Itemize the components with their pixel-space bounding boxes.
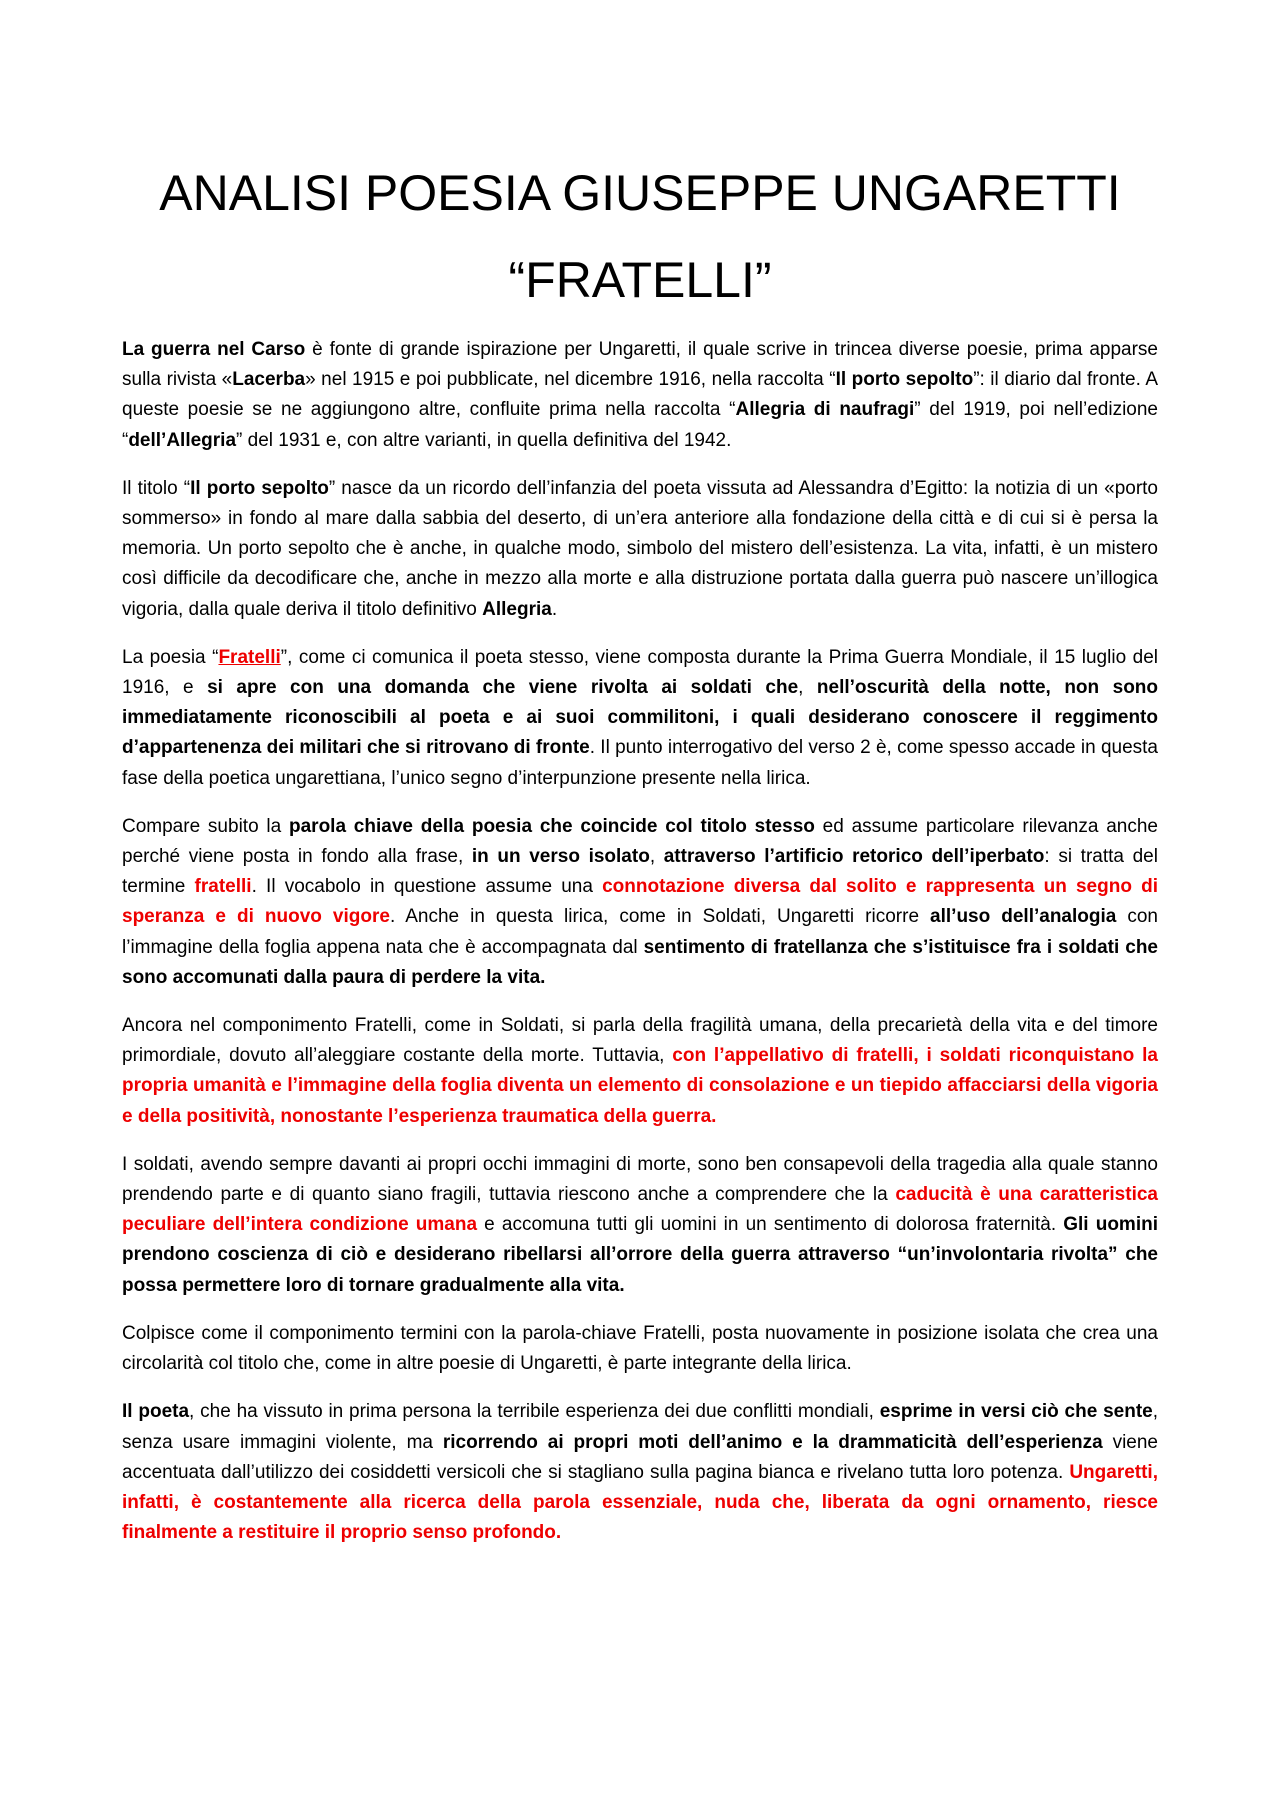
bold-text: La guerra nel Carso bbox=[122, 339, 306, 360]
highlighted-text: con l’appellativo di fratelli, i soldati riconquistano la propria umanità e l’immagine della foglia diventa un elemento di consolazione e un tiepido affacciarsi della vigoria e della positività, nonostante l’esperienza traumatica della guerra. bbox=[122, 1045, 1158, 1127]
highlighted-text: caducità è una caratteristica peculiare dell’intera condizione umana bbox=[122, 1184, 1158, 1236]
paragraph bbox=[122, 335, 1158, 456]
text-run: Colpisce come il componimento termini con la parola-chiave Fratelli, posta nuovamente in posizione isolata che crea una circolarità col titolo che, come in altre poesie di Ungaretti, è parte integrante della lirica. bbox=[122, 1322, 1158, 1375]
bold-text: esprime in versi ciò che sente bbox=[879, 1401, 1153, 1423]
text-run: Compare subito la bbox=[122, 815, 289, 837]
bold-text: all’uso dell’analogia bbox=[930, 906, 1117, 928]
highlighted-text: Fratelli bbox=[218, 646, 281, 668]
text-run: ” nasce da un ricordo dell’infanzia del poeta vissuta ad Alessandra d’Egitto: la notizia di un «porto sommerso» in fondo al mare dalla sabbia del deserto, di un’era anteriore alla fondazione della città e di cui si è persa la memoria. Un porto sepolto che è anche, in qualche modo, simbolo del mistero dell’esistenza. La vita, infatti, è un mistero così difficile da decodificare che, anche in mezzo alla morte e alla distruzione portata dalla guerra può nascere un’illogica vigoria, dalla quale deriva il titolo definitivo bbox=[122, 477, 1158, 620]
bold-text: parola chiave della poesia che coincide col titolo stesso bbox=[289, 815, 815, 837]
text-run: . Il punto interrogativo del verso 2 è, come spesso accade in questa fase della poetica ungarettiana, l’unico segno d’interpunzione presente nella lirica. bbox=[122, 737, 1158, 789]
bold-text: dell’Allegria bbox=[128, 429, 237, 451]
paragraph bbox=[122, 1319, 1158, 1379]
text-run: . bbox=[551, 598, 558, 620]
bold-text: Lacerba bbox=[232, 369, 306, 391]
bold-text: si apre con una domanda che viene rivolta ai soldati che bbox=[207, 677, 799, 699]
text-run: con l’immagine della foglia appena nata che è accompagnata dal bbox=[122, 906, 1159, 958]
text-run: » nel 1915 e poi pubblicate, nel dicembre 1916, nella raccolta “ bbox=[305, 369, 836, 391]
text-run: , bbox=[798, 677, 817, 699]
text-run: . Anche in questa lirica, come in Soldati, Ungaretti ricorre bbox=[389, 906, 931, 928]
text-run: . Il vocabolo in questione assume una bbox=[251, 876, 603, 898]
paragraph bbox=[122, 1011, 1158, 1132]
bold-text: ricorrendo ai propri moti dell’animo e la drammaticità dell’esperienza bbox=[442, 1431, 1103, 1453]
text-run: è fonte di grande ispirazione per Ungaretti, il quale scrive in trincea diverse poesie, prima apparse sulla rivista « bbox=[122, 339, 1158, 391]
paragraph bbox=[122, 1397, 1158, 1548]
paragraph bbox=[122, 1150, 1158, 1301]
text-run: , che ha vissuto in prima persona la terribile esperienza dei due conflitti mondiali, bbox=[189, 1401, 880, 1423]
text-run: Ancora nel componimento Fratelli, come in Soldati, si parla della fragilità umana, della precarietà della vita e del timore primordiale, dovuto all’aleggiare costante della morte. Tuttavia, bbox=[122, 1015, 1158, 1067]
bold-text: attraverso l’artificio retorico dell’iperbato bbox=[663, 846, 1045, 868]
highlighted-text: Ungaretti, infatti, è costantemente alla ricerca della parola essenziale, nuda che, liberata da ogni ornamento, riesce finalmente a restituire il proprio senso profondo. bbox=[122, 1461, 1158, 1544]
highlighted-text: connotazione diversa dal solito e rappresenta un segno di speranza e di nuovo vigore bbox=[122, 876, 1158, 928]
bold-text: sentimento di fratellanza che s’istituisce fra i soldati che sono accomunati dalla paura di perdere la vita. bbox=[122, 936, 1158, 988]
text-run: ed assume particolare rilevanza anche perché viene posta in fondo alla frase, bbox=[122, 815, 1158, 868]
paragraph bbox=[122, 474, 1158, 625]
text-run: I soldati, avendo sempre davanti ai propri occhi immagini di morte, sono ben consapevoli della tragedia alla quale stanno prendendo parte e di quanto siano fragili, tuttavia riescono anche a comprendere che la bbox=[122, 1153, 1158, 1206]
bold-text: Allegria bbox=[482, 598, 552, 620]
text-run: ” del 1919, poi nell’edizione “ bbox=[122, 399, 1158, 451]
bold-text: Allegria di naufragi bbox=[735, 399, 915, 421]
text-run: e accomuna tutti gli uomini in un sentimento di dolorosa fraternità. bbox=[477, 1214, 1064, 1236]
document-body bbox=[122, 335, 1158, 1566]
text-run: Il titolo “ bbox=[122, 477, 191, 499]
poem-title: “FRATELLI” bbox=[508, 252, 772, 308]
bold-text: Il porto sepolto bbox=[835, 369, 974, 391]
paragraph bbox=[122, 643, 1158, 794]
bold-text: in un verso isolato bbox=[471, 846, 650, 868]
bold-text: nell’oscurità della notte, non sono immediatamente riconoscibili al poeta e ai suoi commilitoni, i quali desiderano conoscere il reggimento d’appartenenza dei militari che si ritrovano di fronte bbox=[122, 677, 1159, 759]
text-run: , senza usare immagini violente, ma bbox=[122, 1401, 1158, 1453]
highlighted-text: fratelli bbox=[194, 876, 252, 898]
bold-text: Gli uomini prendono coscienza di ciò e desiderano ribellarsi all’orrore della guerra attraverso “un’involontaria rivolta” che possa permettere loro di tornare gradualmente alla vita. bbox=[122, 1214, 1158, 1296]
page-title: ANALISI POESIA GIUSEPPE UNGARETTI bbox=[159, 165, 1121, 221]
text-run: ”: il diario dal fronte. A queste poesie se ne aggiungono altre, confluite prima nella raccolta “ bbox=[122, 369, 1159, 421]
bold-text: Il poeta bbox=[122, 1401, 190, 1423]
paragraph bbox=[122, 812, 1158, 993]
bold-text: Il porto sepolto bbox=[190, 477, 329, 499]
text-run: ”, come ci comunica il poeta stesso, viene composta durante la Prima Guerra Mondiale, il 15 luglio del 1916, e bbox=[122, 646, 1158, 699]
text-run: La poesia “ bbox=[122, 646, 219, 668]
text-run: viene accentuata dall’utilizzo dei cosiddetti versicoli che si stagliano sulla pagina bianca e rivelano tutta loro potenza. bbox=[122, 1431, 1158, 1483]
text-run: : si tratta del termine bbox=[122, 846, 1158, 898]
text-run: , bbox=[649, 846, 664, 868]
text-run: ” del 1931 e, con altre varianti, in quella definitiva del 1942. bbox=[236, 429, 732, 451]
